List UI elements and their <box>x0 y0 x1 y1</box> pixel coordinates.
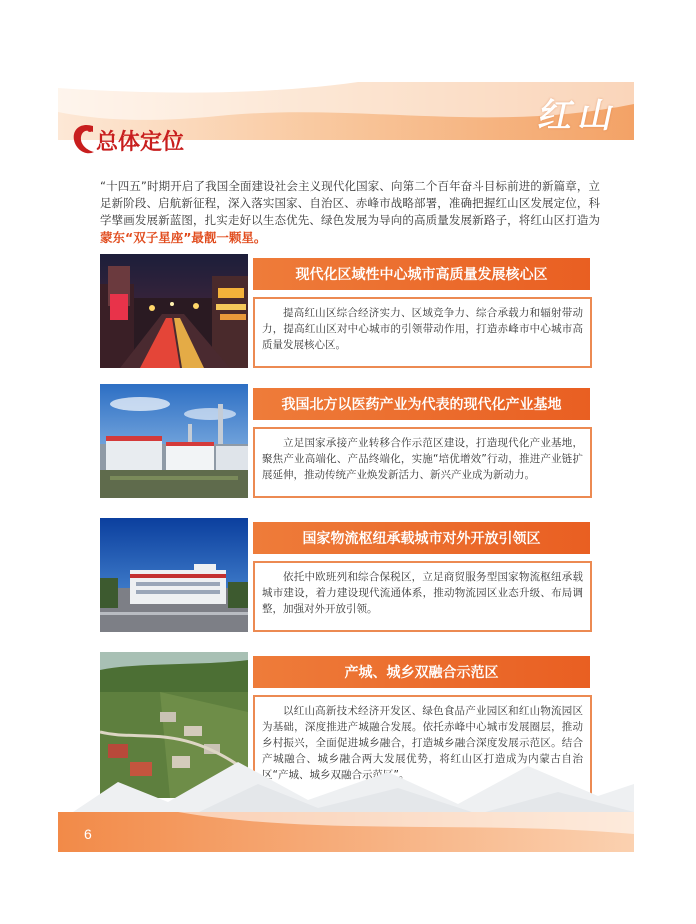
card-body: 依托中欧班列和综合保税区，立足商贸服务型国家物流枢纽承载城市建设，着力建设现代流通体系，推动物流园区业态升级、布局调整，加强对外开放引领。 <box>253 561 592 632</box>
card-body: 以红山高新技术经济开发区、绿色食品产业园区和红山物流园区为基础，深度推进产城融合发展。依托赤峰中心城市发展圈层，推动乡村振兴，全面促进城乡融合，打造城乡融合深度发展示范区。结合产城融合、城乡融合两大发展优势，将红山区打造成为内蒙古自治区“产城、城乡双融合示范区”。 <box>253 695 592 807</box>
intro-highlight: 蒙东“双子星座”最靓一颗星。 <box>100 230 267 245</box>
card-title: 现代化区域性中心城市高质量发展核心区 <box>253 258 590 290</box>
mountain-watermark-decoration <box>58 722 634 822</box>
industrial-plant-photo <box>100 384 248 498</box>
card-body: 提高红山区综合经济实力、区域竞争力、综合承载力和辐射带动力，提高红山区对中心城市的引领带动作用，打造赤峰市中心城市高质量发展核心区。 <box>253 297 592 368</box>
card-body: 立足国家承接产业转移合作示范区建设，打造现代化产业基地，聚焦产业高端化、产品终端化，实施“培优增效”行动，推进产业链扩展延伸，推动传统产业焕发新活力、新兴产业成为新动力。 <box>253 427 592 498</box>
positioning-card <box>100 384 590 498</box>
logistics-building-photo <box>100 518 248 632</box>
card-title: 我国北方以医药产业为代表的现代化产业基地 <box>253 388 590 420</box>
positioning-card <box>100 518 590 632</box>
page-number: 6 <box>84 826 92 842</box>
section-heading <box>68 120 184 160</box>
night-city-street-photo <box>100 254 248 368</box>
section-title: 总体定位 <box>96 129 185 155</box>
card-title: 国家物流枢纽承载城市对外开放引领区 <box>253 522 590 554</box>
hongshan-logo: 红山 <box>535 96 624 136</box>
brochure-page <box>58 82 634 852</box>
positioning-card <box>100 254 590 368</box>
footer-band <box>58 812 634 852</box>
card-title: 产城、城乡双融合示范区 <box>253 656 590 688</box>
intro-text: “十四五”时期开启了我国全面建设社会主义现代化国家、向第二个百年奋斗目标前进的新篇章，立足新阶段、启航新征程，深入落实国家、自治区、赤峰市战略部署，准确把握红山区发展定位，科学擘画发展新蓝图，扎实走好以生态优先、绿色发展为导向的高质量发展新路子，将红山区打造为 <box>100 179 600 227</box>
intro-paragraph <box>100 178 600 247</box>
red-swirl-icon <box>68 120 98 160</box>
